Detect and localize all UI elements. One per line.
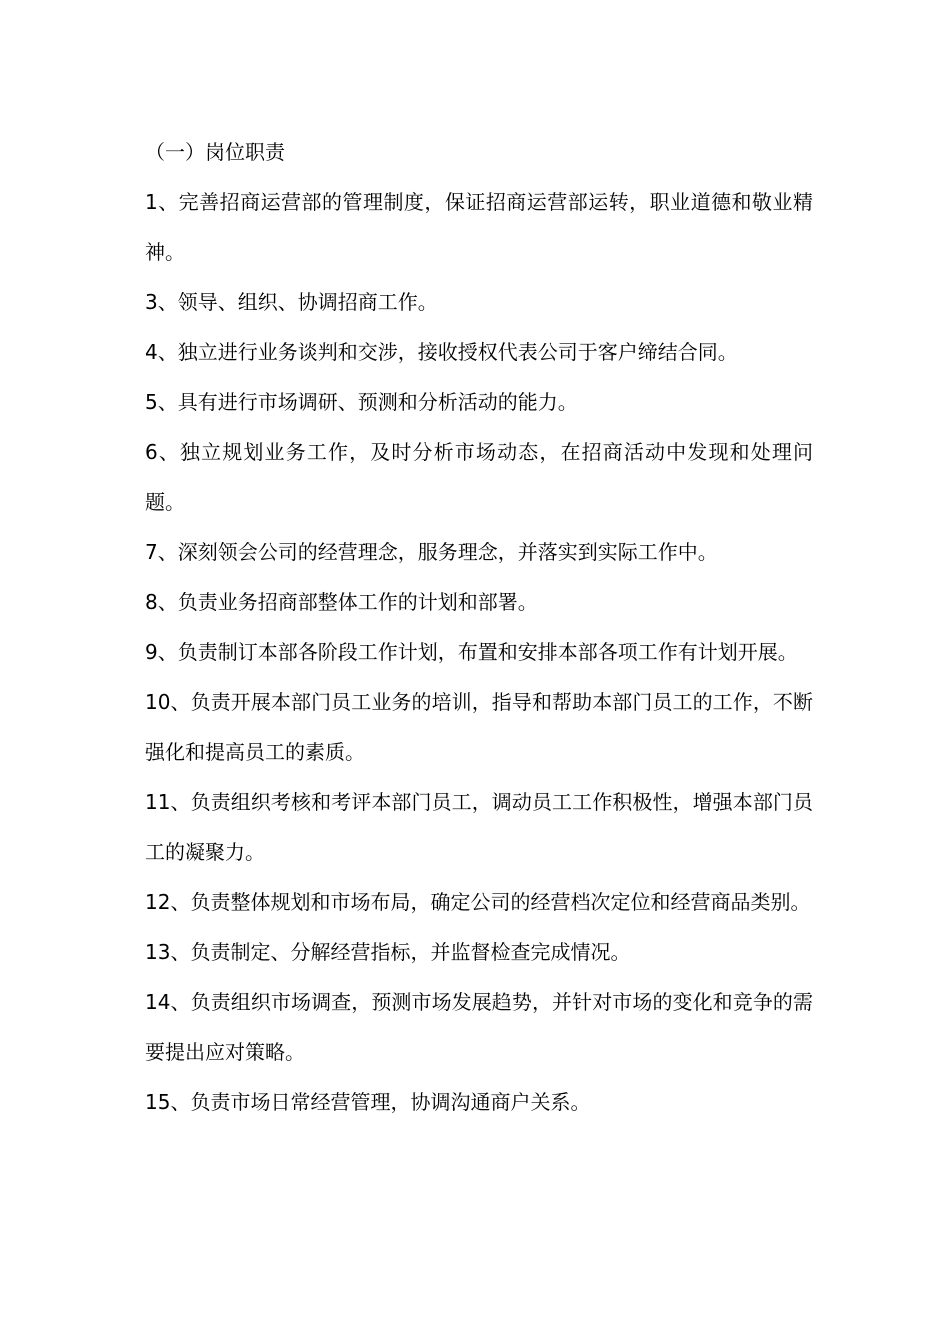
duty-item-10: 10、负责开展本部门员工业务的培训，指导和帮助本部门员工的工作，不断强化和提高员工的素质。: [145, 690, 813, 764]
duty-item-1: 1、完善招商运营部的管理制度，保证招商运营部运转，职业道德和敬业精神。: [145, 190, 813, 264]
duty-item-15: 15、负责市场日常经营管理，协调沟通商户关系。: [145, 1090, 591, 1114]
duty-item-5: 5、具有进行市场调研、预测和分析活动的能力。: [145, 390, 578, 414]
duty-item-7: 7、深刻领会公司的经营理念，服务理念，并落实到实际工作中。: [145, 540, 718, 564]
duty-item-8: 8、负责业务招商部整体工作的计划和部署。: [145, 590, 538, 614]
duty-item-13: 13、负责制定、分解经营指标，并监督检查完成情况。: [145, 940, 631, 964]
duty-item-14: 14、负责组织市场调查，预测市场发展趋势，并针对市场的变化和竞争的需要提出应对策略。: [145, 990, 813, 1064]
duty-item-6: 6、独立规划业务工作，及时分析市场动态，在招商活动中发现和处理问题。: [145, 440, 813, 514]
section-heading: （一）岗位职责: [145, 140, 285, 164]
duty-item-9: 9、负责制订本部各阶段工作计划，布置和安排本部各项工作有计划开展。: [145, 640, 798, 664]
duty-item-11: 11、负责组织考核和考评本部门员工，调动员工工作积极性，增强本部门员工的凝聚力。: [145, 790, 813, 864]
duty-item-3: 3、领导、组织、协调招商工作。: [145, 290, 438, 314]
document-body: [145, 127, 813, 1127]
duty-item-12: 12、负责整体规划和市场布局，确定公司的经营档次定位和经营商品类别。: [145, 890, 811, 914]
duty-item-4: 4、独立进行业务谈判和交涉，接收授权代表公司于客户缔结合同。: [145, 340, 738, 364]
